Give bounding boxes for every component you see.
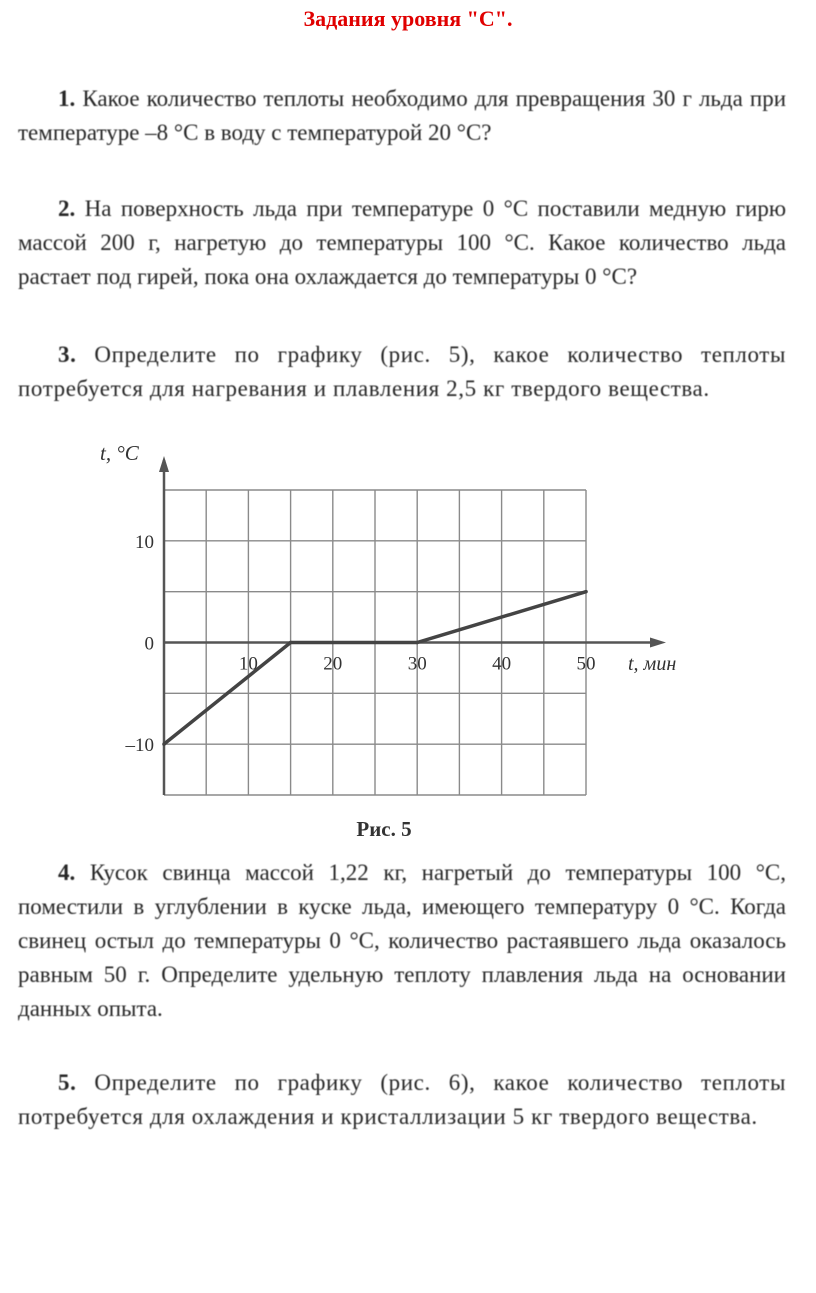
task-text: На поверхность льда при температуре 0 °С поставили медную гирю массой 200 г, нагретую до температуры 100 °С. Какое количество льда растает под гирей, пока она охлаждается до температуры 0 °С? <box>18 196 787 289</box>
x-axis-arrow <box>650 638 666 648</box>
task-number: 2. <box>58 196 76 221</box>
task-number: 5. <box>58 1070 77 1095</box>
data-point <box>415 641 419 645</box>
y-tick-label: 0 <box>144 633 154 655</box>
task-4 <box>18 856 786 1026</box>
task-3 <box>18 338 786 406</box>
x-tick-label: 30 <box>407 653 427 675</box>
chart-series <box>162 590 588 746</box>
x-tick-label: 10 <box>238 653 258 675</box>
task-number: 4. <box>58 860 76 885</box>
task-number: 3. <box>58 342 77 367</box>
x-tick-label: 40 <box>492 653 512 675</box>
data-point <box>289 641 293 645</box>
task-1 <box>18 82 786 150</box>
task-number: 1. <box>58 86 76 111</box>
task-text: Определите по графику (рис. 6), какое количество теплоты потребуется для охлаждения и кристаллизации 5 кг твердого вещества. <box>18 1070 786 1129</box>
x-axis-label: t, мин <box>628 653 677 675</box>
task-text: Определите по графику (рис. 5), какое количество теплоты потребуется для нагревания и плавления 2,5 кг твердого вещества. <box>18 342 786 401</box>
y-tick-label: –10 <box>125 735 154 757</box>
task-text: Кусок свинца массой 1,22 кг, нагретый до температуры 100 °С, поместили в углублении в куске льда, имеющего температуру 0 °С. Когда свинец остыл до температуры 0 °С, количество растаявшего льда оказалось равным 50 г. Определите удельную теплоту плавления льда на основании данных опыта. <box>18 860 786 1021</box>
x-tick-label: 20 <box>323 653 343 675</box>
task-5 <box>18 1066 786 1134</box>
chart-labels <box>100 441 676 756</box>
chart-axes <box>159 456 666 795</box>
series-line <box>164 592 586 745</box>
x-tick-label: 50 <box>576 653 596 675</box>
y-tick-label: 10 <box>135 531 154 553</box>
data-point <box>584 590 588 594</box>
y-axis-arrow <box>159 456 169 472</box>
figure-caption: Рис. 5 <box>356 817 412 841</box>
task-text: Какое количество теплоты необходимо для превращения 30 г льда при температуре –8 °С в воду с температурой 20 °С? <box>18 86 787 145</box>
chart-grid <box>164 490 586 795</box>
y-axis-label: t, °C <box>100 441 139 465</box>
task-2 <box>18 192 786 294</box>
page-title: Задания уровня "С". <box>303 6 513 31</box>
data-point <box>162 742 166 746</box>
